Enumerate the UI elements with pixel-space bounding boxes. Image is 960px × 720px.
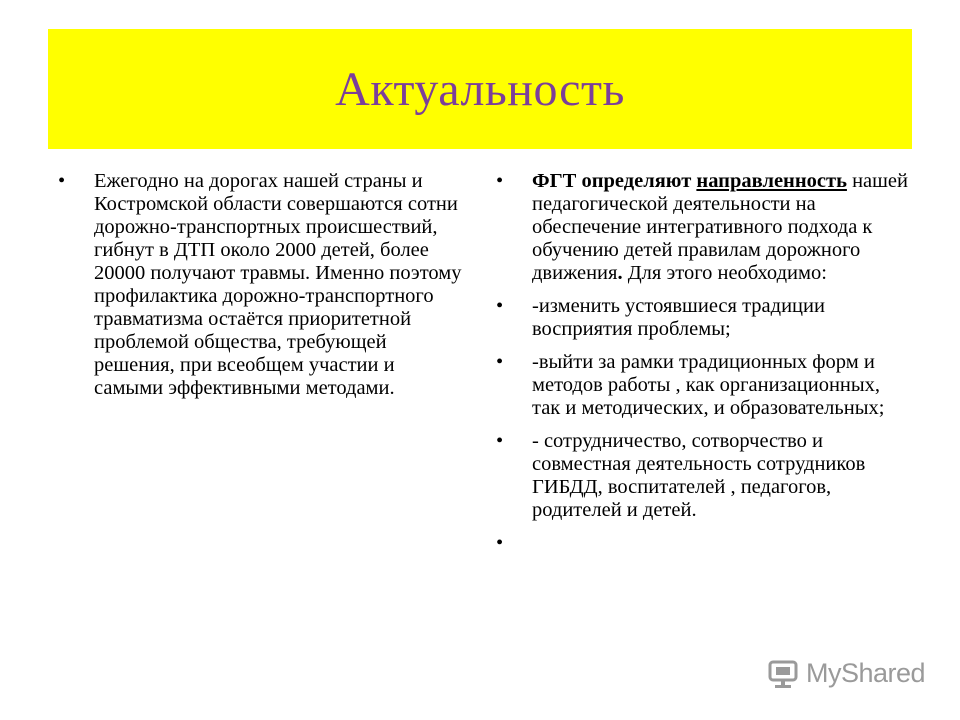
list-item (496, 295, 908, 341)
fgt-period: . (617, 262, 623, 284)
list-item (496, 351, 908, 420)
list-item-text: -изменить устоявшиеся традиции восприятия проблемы; (532, 295, 825, 340)
myshared-logo-icon (766, 656, 802, 690)
bullet-icon: • (496, 532, 504, 554)
bullet-icon: • (496, 430, 504, 452)
fgt-lead-text: ФГТ определяют (532, 170, 697, 192)
slide-title: Актуальность (335, 62, 625, 116)
list-item (496, 430, 908, 522)
list-item-text: - сотрудничество, сотворчество и совместная деятельность сотрудников ГИБДД, воспитателей , педагогов, родителей и детей. (532, 430, 866, 521)
list-item (496, 170, 908, 285)
fgt-body-text: нашей педагогической деятельности на обеспечение интегративного подхода к обучению детей правилам дорожного движения (532, 170, 908, 284)
bullet-icon: • (496, 170, 504, 192)
bullet-icon: • (496, 351, 504, 373)
list-item (58, 170, 468, 400)
bullet-icon: • (58, 170, 66, 192)
left-paragraph: Ежегодно на дорогах нашей страны и Костромской области совершаются сотни дорожно-транспортных происшествий, гибнут в ДТП около 2000 детей, более 20000 получают травмы. Именно поэтому профилактика дорожно-транспортного травматизма остаётся приоритетной проблемой общества, требующей решения, при всеобщем участии и самыми эффективными методами. (94, 170, 462, 399)
left-column (58, 170, 468, 410)
watermark-logo (766, 655, 926, 691)
bullet-icon: • (496, 295, 504, 317)
direction-keyword: направленность (696, 170, 847, 192)
right-column (496, 170, 908, 554)
watermark-text: MyShared (806, 657, 926, 688)
title-band (48, 29, 912, 149)
fgt-need-text: Для этого необходимо: (622, 262, 827, 284)
list-item-text: -выйти за рамки традиционных форм и методов работы , как организационных, так и методических, и образовательных; (532, 351, 885, 419)
